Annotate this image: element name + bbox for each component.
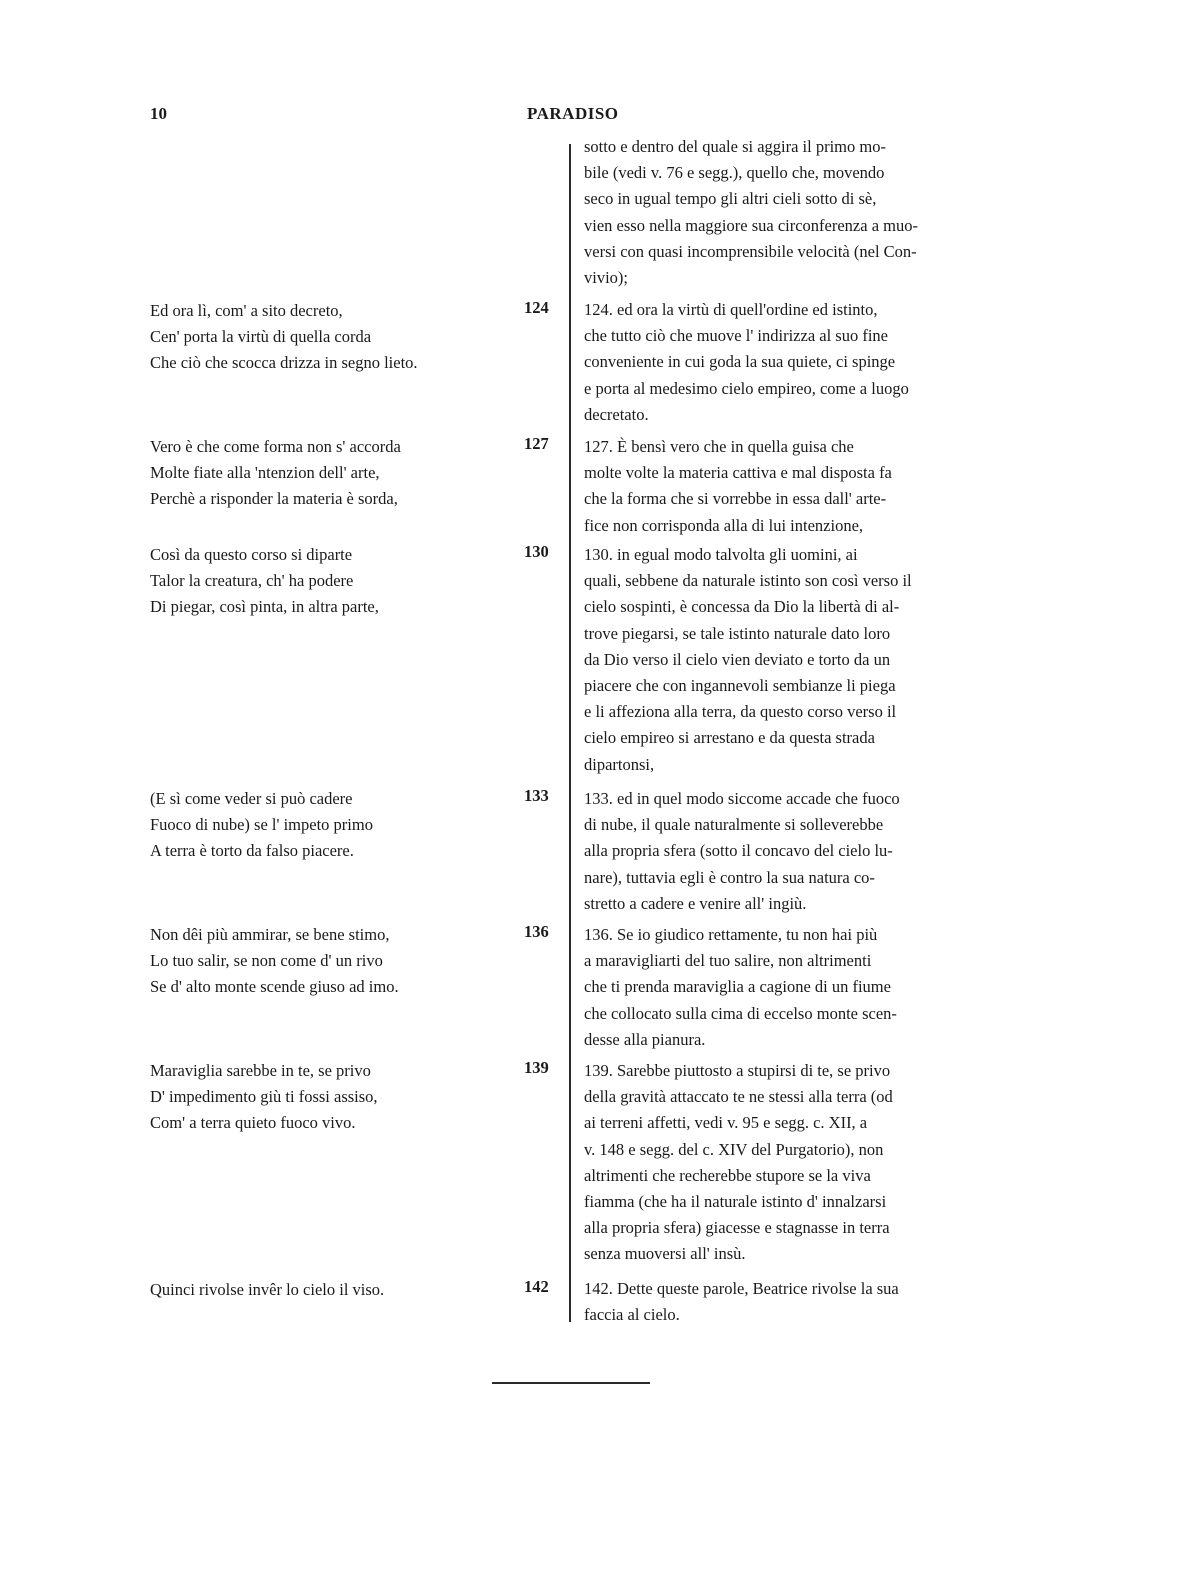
commentary-line: che tutto ciò che muove l' indirizza al suo fine bbox=[584, 326, 888, 346]
commentary-line: che la forma che si vorrebbe in essa dall' arte- bbox=[584, 489, 887, 509]
commentary-line: 136. Se io giudico rettamente, tu non hai più bbox=[584, 925, 878, 944]
commentary-line: bile (vedi v. 76 e segg.), quello che, movendo bbox=[584, 163, 885, 183]
commentary-136 bbox=[584, 922, 992, 1053]
commentary-line: cielo empireo si arrestano e da questa strada bbox=[584, 728, 875, 748]
verse-number-142: 142 bbox=[524, 1277, 549, 1296]
commentary-line: nare), tuttavia egli è contro la sua natura co- bbox=[584, 867, 875, 887]
commentary-line: vivio); bbox=[584, 268, 628, 288]
commentary-line: sotto e dentro del quale si aggira il primo mo- bbox=[584, 137, 886, 156]
commentary-line: faccia al cielo. bbox=[584, 1305, 680, 1325]
verse-line: Cen' porta la virtù di quella corda bbox=[150, 327, 372, 346]
verse-number-139: 139 bbox=[524, 1058, 549, 1077]
verse-line: Quinci rivolse invêr lo cielo il viso. bbox=[150, 1280, 385, 1299]
verse-stanza-133 bbox=[150, 786, 515, 864]
commentary-line: dipartonsi, bbox=[584, 754, 655, 774]
commentary-line: fice non corrisponda alla di lui intenzione, bbox=[584, 515, 864, 535]
verse-stanza-142 bbox=[150, 1277, 515, 1303]
verse-line: D' impedimento giù ti fossi assiso, bbox=[150, 1087, 378, 1106]
verse-line: Talor la creatura, ch' ha podere bbox=[150, 571, 354, 590]
verse-stanza-136 bbox=[150, 922, 515, 1000]
verse-line: Non dêi più ammirar, se bene stimo, bbox=[150, 925, 390, 944]
commentary-line: seco in ugual tempo gli altri cieli sotto di sè, bbox=[584, 189, 877, 209]
commentary-line: di nube, il quale naturalmente si solleverebbe bbox=[584, 815, 884, 835]
page-number: 10 bbox=[150, 104, 167, 123]
column-divider bbox=[569, 144, 571, 1322]
commentary-line: 142. Dette queste parole, Beatrice rivolse la sua bbox=[584, 1279, 899, 1298]
commentary-139 bbox=[584, 1058, 992, 1268]
verse-line: Molte fiate alla 'ntenzion dell' arte, bbox=[150, 463, 380, 482]
commentary-line: altrimenti che recherebbe stupore se la viva bbox=[584, 1165, 871, 1185]
end-rule bbox=[492, 1382, 650, 1384]
commentary-line: molte volte la materia cattiva e mal disposta fa bbox=[584, 463, 892, 483]
commentary-line: della gravità attaccato te ne stessi alla terra (od bbox=[584, 1087, 893, 1107]
commentary-line: piacere che con ingannevoli sembianze li piega bbox=[584, 676, 896, 696]
commentary-line: e li affeziona alla terra, da questo corso verso il bbox=[584, 702, 897, 722]
verse-line: Di piegar, così pinta, in altra parte, bbox=[150, 597, 379, 616]
verse-number-127: 127 bbox=[524, 434, 549, 453]
commentary-line: 133. ed in quel modo siccome accade che fuoco bbox=[584, 789, 900, 808]
verse-line: Com' a terra quieto fuoco vivo. bbox=[150, 1113, 356, 1132]
commentary-line: quali, sebbene da naturale istinto son così verso il bbox=[584, 571, 912, 591]
commentary-124 bbox=[584, 297, 992, 428]
commentary-line: decretato. bbox=[584, 404, 649, 424]
verse-line: Che ciò che scocca drizza in segno lieto. bbox=[150, 353, 418, 372]
commentary-line: 127. È bensì vero che in quella guisa che bbox=[584, 437, 854, 456]
verse-number-124: 124 bbox=[524, 298, 549, 317]
commentary-line: ai terreni affetti, vedi v. 95 e segg. c. XII, a bbox=[584, 1113, 868, 1133]
commentary-line: alla propria sfera) giacesse e stagnasse in terra bbox=[584, 1218, 890, 1238]
commentary-133 bbox=[584, 786, 992, 917]
commentary-line: che ti prenda maraviglia a cagione di un fiume bbox=[584, 977, 891, 997]
running-title: PARADISO bbox=[527, 104, 619, 123]
commentary-line: alla propria sfera (sotto il concavo del cielo lu- bbox=[584, 841, 893, 861]
commentary-intro bbox=[584, 134, 992, 291]
verse-number-130: 130 bbox=[524, 542, 549, 561]
commentary-line: 139. Sarebbe piuttosto a stupirsi di te, se privo bbox=[584, 1061, 891, 1080]
verse-line: Così da questo corso si diparte bbox=[150, 545, 353, 564]
commentary-line: versi con quasi incomprensibile velocità (nel Con- bbox=[584, 241, 917, 261]
commentary-line: a maravigliarti del tuo salire, non altrimenti bbox=[584, 951, 872, 971]
commentary-line: stretto a cadere e venire all' ingiù. bbox=[584, 893, 807, 913]
commentary-127 bbox=[584, 434, 992, 539]
commentary-line: fiamma (che ha il naturale istinto d' innalzarsi bbox=[584, 1192, 887, 1212]
commentary-line: 130. in egual modo talvolta gli uomini, ai bbox=[584, 545, 858, 564]
commentary-line: conveniente in cui goda la sua quiete, ci spinge bbox=[584, 352, 896, 372]
commentary-142 bbox=[584, 1276, 992, 1328]
verse-stanza-139 bbox=[150, 1058, 515, 1136]
commentary-line: da Dio verso il cielo vien deviato e torto da un bbox=[584, 649, 891, 669]
commentary-line: 124. ed ora la virtù di quell'ordine ed istinto, bbox=[584, 300, 878, 319]
verse-line: (E sì come veder si può cadere bbox=[150, 789, 353, 808]
commentary-line: che collocato sulla cima di eccelso monte scen- bbox=[584, 1003, 897, 1023]
verse-stanza-130 bbox=[150, 542, 515, 620]
commentary-line: cielo sospinti, è concessa da Dio la libertà di al- bbox=[584, 597, 900, 617]
verse-line: Perchè a risponder la materia è sorda, bbox=[150, 489, 398, 508]
verse-line: A terra è torto da falso piacere. bbox=[150, 841, 354, 860]
commentary-line: e porta al medesimo cielo empireo, come a luogo bbox=[584, 378, 909, 398]
verse-line: Ed ora lì, com' a sito decreto, bbox=[150, 301, 343, 320]
verse-stanza-124 bbox=[150, 298, 515, 376]
verse-number-133: 133 bbox=[524, 786, 549, 805]
verse-line: Vero è che come forma non s' accorda bbox=[150, 437, 401, 456]
commentary-line: trove piegarsi, se tale istinto naturale dato loro bbox=[584, 623, 891, 643]
commentary-line: senza muoversi all' insù. bbox=[584, 1244, 746, 1264]
verse-number-136: 136 bbox=[524, 922, 549, 941]
verse-line: Maraviglia sarebbe in te, se privo bbox=[150, 1061, 371, 1080]
verse-line: Se d' alto monte scende giuso ad imo. bbox=[150, 977, 399, 996]
commentary-line: vien esso nella maggiore sua circonferenza a muo- bbox=[584, 215, 918, 235]
commentary-line: v. 148 e segg. del c. XIV del Purgatorio), non bbox=[584, 1139, 884, 1159]
verse-stanza-127 bbox=[150, 434, 515, 512]
commentary-130 bbox=[584, 542, 992, 778]
verse-line: Lo tuo salir, se non come d' un rivo bbox=[150, 951, 383, 970]
commentary-line: desse alla pianura. bbox=[584, 1029, 706, 1049]
verse-line: Fuoco di nube) se l' impeto primo bbox=[150, 815, 373, 834]
